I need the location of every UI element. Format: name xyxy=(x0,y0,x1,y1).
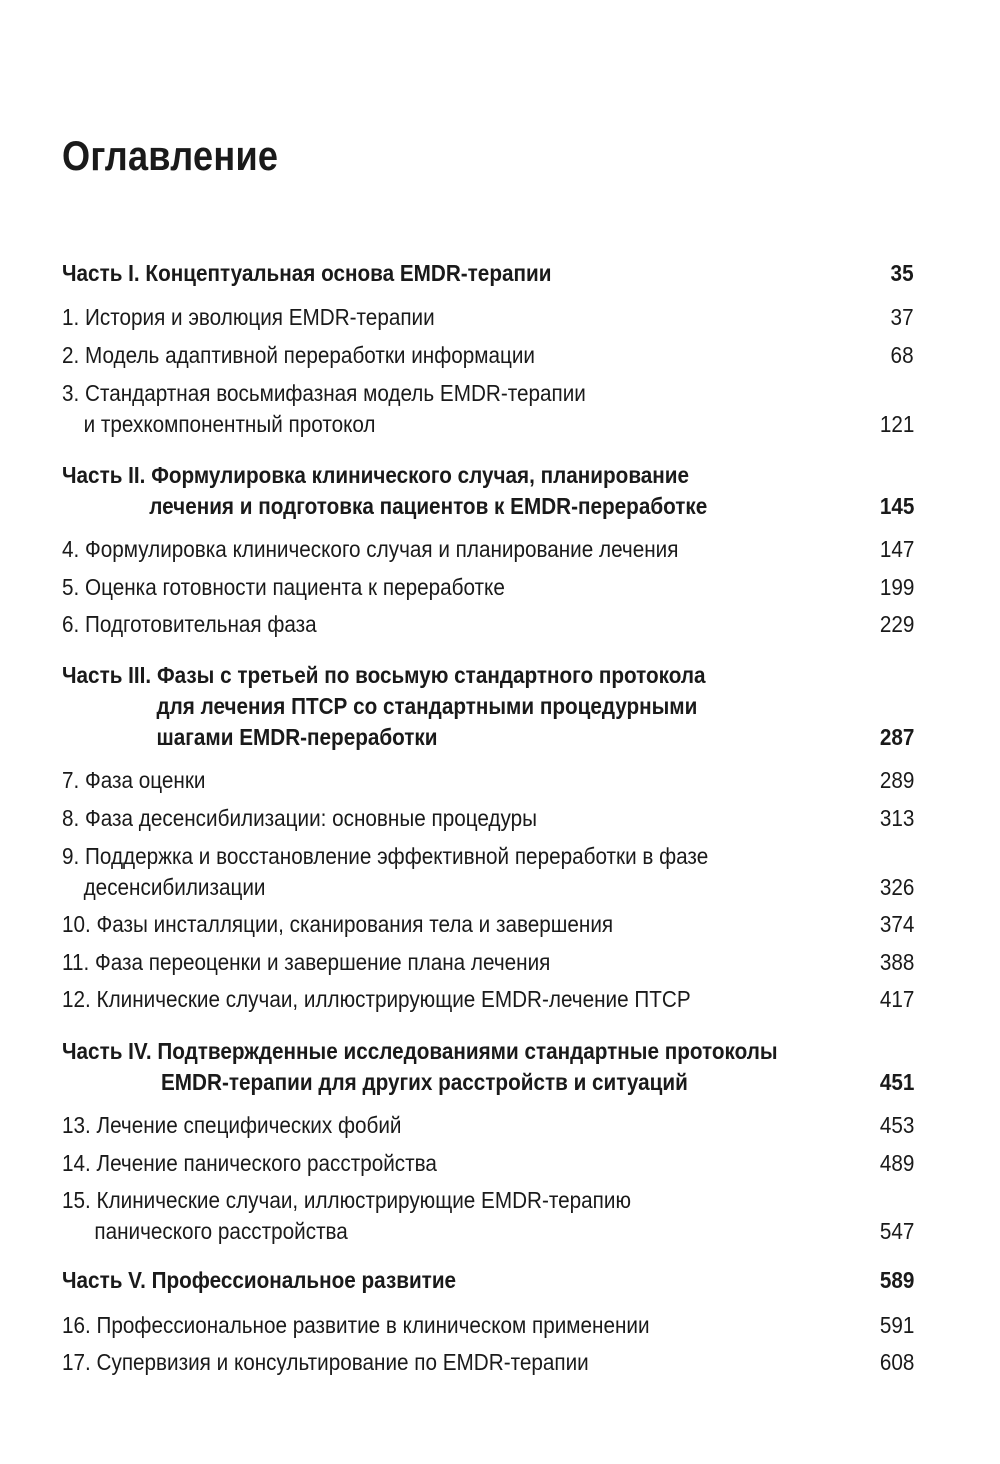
toc-chapter-11[interactable]: 11. Фаза переоценки и завершение плана лечения 388 xyxy=(62,949,914,975)
toc-chapter-9-line-1[interactable]: 9. Поддержка и восстановление эффективной переработки в фазе xyxy=(62,843,709,869)
toc-chapter-7[interactable]: 7. Фаза оценки 289 xyxy=(62,767,914,793)
toc-chapter-3-line-2[interactable]: и трехкомпонентный протокол 121 xyxy=(83,411,914,437)
toc-part-3-line-2[interactable]: для лечения ПТСР со стандартными процедурными xyxy=(156,693,698,719)
toc-chapter-14[interactable]: 14. Лечение панического расстройства 489 xyxy=(62,1150,914,1176)
toc-chapter-3-line-1[interactable]: 3. Стандартная восьмифазная модель EMDR-терапии xyxy=(62,380,586,406)
page-number: 547 xyxy=(879,1218,914,1244)
page-number: 489 xyxy=(879,1150,914,1176)
toc-part-2-line-2[interactable]: лечения и подготовка пациентов к EMDR-переработке 145 xyxy=(149,493,914,519)
page-number: 287 xyxy=(879,724,914,750)
toc-chapter-5[interactable]: 5. Оценка готовности пациента к переработке 199 xyxy=(62,574,914,600)
toc-part-4-line-2[interactable]: EMDR-терапии для других расстройств и ситуаций 451 xyxy=(161,1069,914,1095)
page-number: 608 xyxy=(879,1349,914,1375)
toc-chapter-12[interactable]: 12. Клинические случаи, иллюстрирующие EMDR-лечение ПТСР 417 xyxy=(62,986,914,1012)
page-number: 68 xyxy=(890,342,914,368)
page-number: 451 xyxy=(879,1069,914,1095)
toc-chapter-1[interactable]: 1. История и эволюция EMDR-терапии 37 xyxy=(62,304,914,330)
toc-chapter-17[interactable]: 17. Супервизия и консультирование по EMDR-терапии 608 xyxy=(62,1349,914,1375)
page-number: 589 xyxy=(879,1267,914,1293)
toc-part-3-line-3[interactable]: шагами EMDR-переработки 287 xyxy=(156,724,914,750)
toc-chapter-16[interactable]: 16. Профессиональное развитие в клиническом применении 591 xyxy=(62,1312,914,1338)
page-number: 417 xyxy=(879,986,914,1012)
page-number: 388 xyxy=(879,949,914,975)
page-number: 229 xyxy=(879,611,914,637)
page-title: Оглавление xyxy=(62,132,279,179)
page-number: 37 xyxy=(890,304,914,330)
toc-chapter-15-line-1[interactable]: 15. Клинические случаи, иллюстрирующие EMDR-терапию xyxy=(62,1187,631,1213)
page-number: 35 xyxy=(890,260,914,286)
toc-chapter-2[interactable]: 2. Модель адаптивной переработки информации 68 xyxy=(62,342,914,368)
toc-chapter-9-line-2[interactable]: десенсибилизации 326 xyxy=(83,874,914,900)
page-number: 289 xyxy=(879,767,914,793)
page-number: 145 xyxy=(879,493,914,519)
page-number: 199 xyxy=(879,574,914,600)
toc-part-1[interactable]: Часть I. Концептуальная основа EMDR-терапии 35 xyxy=(62,260,914,286)
toc-chapter-13[interactable]: 13. Лечение специфических фобий 453 xyxy=(62,1112,914,1138)
page-number: 326 xyxy=(879,874,914,900)
page-number: 121 xyxy=(879,411,914,437)
toc-part-5[interactable]: Часть V. Профессиональное развитие 589 xyxy=(62,1267,914,1293)
page-number: 374 xyxy=(879,911,914,937)
page-number: 453 xyxy=(879,1112,914,1138)
toc-part-3-line-1[interactable]: Часть III. Фазы с третьей по восьмую стандартного протокола xyxy=(62,662,706,688)
page-number: 591 xyxy=(879,1312,914,1338)
toc-part-2-line-1[interactable]: Часть II. Формулировка клинического случая, планирование xyxy=(62,462,690,488)
page-number: 147 xyxy=(879,536,914,562)
toc-chapter-15-line-2[interactable]: панического расстройства 547 xyxy=(94,1218,914,1244)
toc-chapter-10[interactable]: 10. Фазы инсталляции, сканирования тела и завершения 374 xyxy=(62,911,914,937)
toc-chapter-6[interactable]: 6. Подготовительная фаза 229 xyxy=(62,611,914,637)
toc-chapter-8[interactable]: 8. Фаза десенсибилизации: основные процедуры 313 xyxy=(62,805,914,831)
toc-part-4-line-1[interactable]: Часть IV. Подтвержденные исследованиями стандартные протоколы xyxy=(62,1038,778,1064)
page-number: 313 xyxy=(879,805,914,831)
toc-chapter-4[interactable]: 4. Формулировка клинического случая и планирование лечения 147 xyxy=(62,536,914,562)
